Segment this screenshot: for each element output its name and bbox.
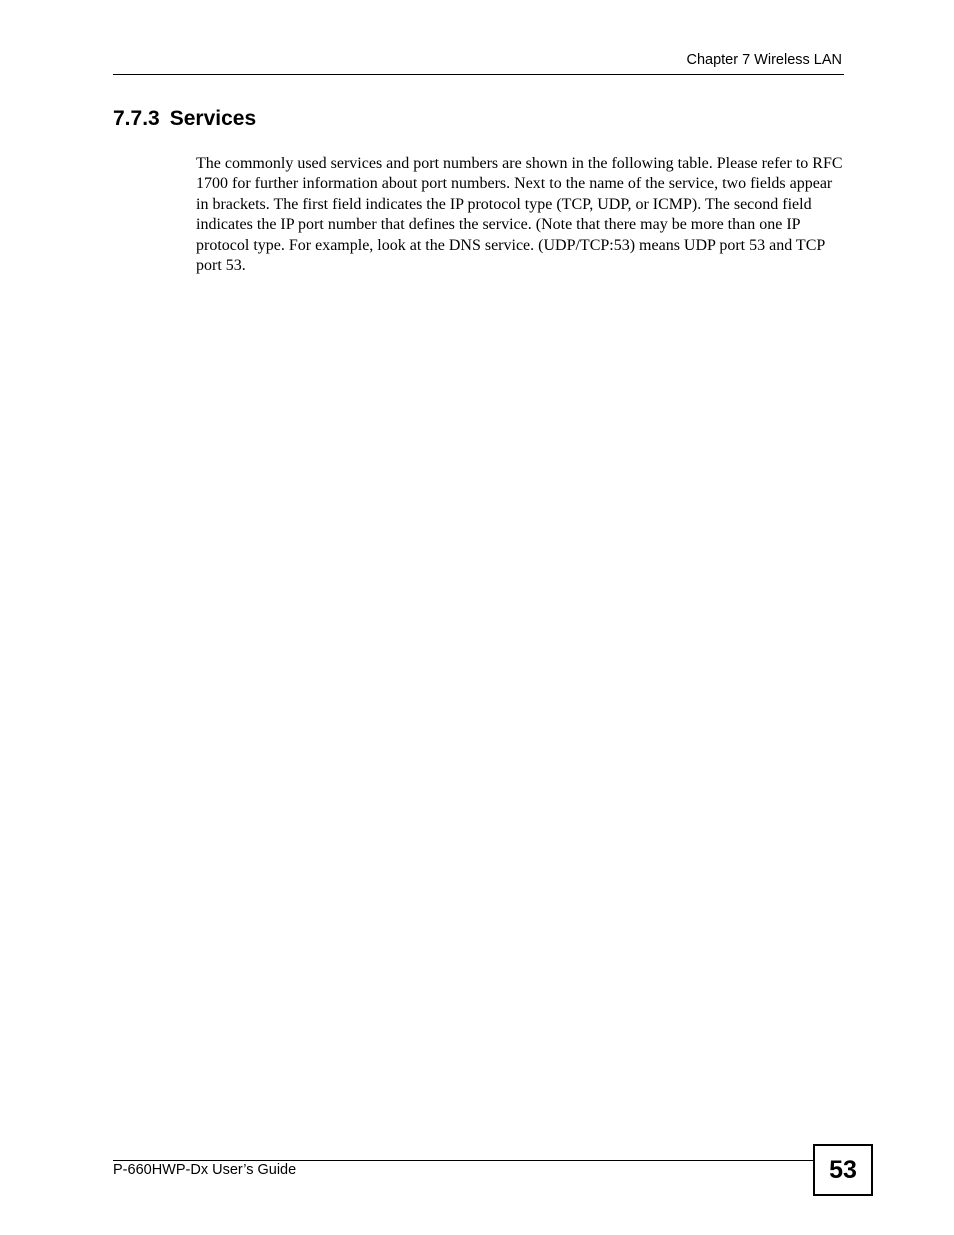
page-number: 53 xyxy=(813,1144,873,1196)
section-title: Services xyxy=(169,107,257,130)
running-header: Chapter 7 Wireless LAN xyxy=(686,52,842,68)
footer-guide-title: P-660HWP-Dx User’s Guide xyxy=(113,1162,297,1178)
header-divider xyxy=(113,74,844,75)
body-paragraph: The commonly used services and port numbers are shown in the following table. Please refer to RFC 1700 for further information about port numbers. Next to the name of the service, two fields appear in brackets. The first field indicates the IP protocol type (TCP, UDP, or ICMP). The second field indicates the IP port number that defines the service. (Note that there may be more than one IP protocol type. For example, look at the DNS service. (UDP/TCP:53) means UDP port 53 and TCP port 53. xyxy=(196,155,843,275)
section-number: 7.7.3 xyxy=(113,107,160,130)
section-heading xyxy=(113,105,256,133)
